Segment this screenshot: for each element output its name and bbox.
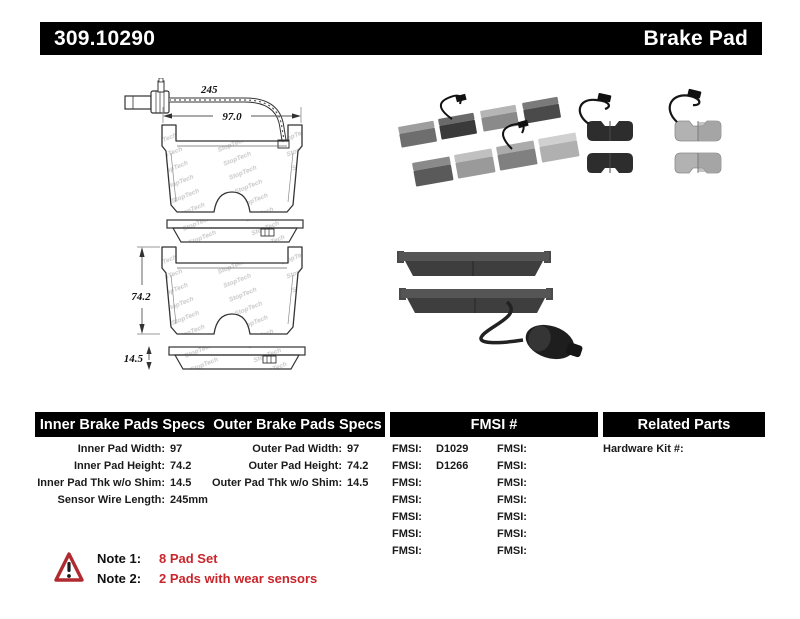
table-row: Outer Pad Height: 74.2 (248, 459, 369, 472)
table-row: FMSI: (392, 544, 422, 557)
table-row: Inner Pad Height: 74.2 (73, 459, 192, 472)
table-header-outer-specs: Outer Brake Pads Specs (213, 416, 382, 433)
pad-set-front-row (412, 132, 580, 186)
page-header-bar (40, 22, 762, 55)
table-row: FMSI: (497, 493, 527, 506)
edge-pad-upper (397, 251, 551, 276)
table-row: FMSI: D1029 (392, 442, 469, 455)
pad-pairs-photo (572, 88, 772, 203)
table-header-pads-specs (35, 412, 385, 437)
table-row: Sensor Wire Length: 245mm (57, 493, 208, 506)
table-header-related-parts: Related Parts (603, 412, 765, 437)
table-row: FMSI: D1266 (392, 459, 469, 472)
width-dimension-label: 97.0 (222, 111, 242, 123)
pad-pair-dark (580, 93, 633, 173)
table-row: Outer Pad Width: 97 (252, 442, 360, 455)
table-row: FMSI: (497, 510, 527, 523)
table-row: FMSI: (497, 527, 527, 540)
pad-set-back-row (398, 97, 561, 148)
table-row: FMSI: (497, 544, 527, 557)
table-row: Hardware Kit #: (603, 442, 684, 455)
table-row: FMSI: (497, 476, 527, 489)
pad-sensor-photo (385, 242, 600, 370)
table-row: FMSI: (392, 493, 422, 506)
thickness-dimension-label: 14.5 (123, 353, 143, 365)
height-dimension-label: 74.2 (131, 291, 151, 303)
table-header-fmsi: FMSI # (390, 412, 598, 437)
table-row: FMSI: (497, 442, 527, 455)
pad-edge-view-lower (169, 347, 305, 369)
part-number: 309.10290 (54, 26, 156, 50)
pad-pair-light (670, 89, 721, 173)
related-parts-column (603, 440, 765, 457)
note-2: Note 2: 2 Pads with wear sensors (97, 571, 318, 586)
brake-pad-technical-drawing (55, 78, 320, 378)
note-1: Note 1: 8 Pad Set (97, 551, 218, 566)
table-row: FMSI: (497, 459, 527, 472)
pad-front-view-top (162, 125, 302, 212)
outer-specs-column (212, 440, 392, 491)
table-row: FMSI: (392, 476, 422, 489)
inner-specs-column (35, 440, 215, 508)
table-row: FMSI: (392, 527, 422, 540)
page-title: Brake Pad (643, 26, 748, 50)
table-row: Outer Pad Thk w/o Shim: 14.5 (212, 476, 369, 489)
pad-edge-view-upper (167, 220, 303, 242)
sensor-connector-drawing (125, 78, 169, 113)
sensor-plug (521, 319, 586, 367)
table-row: Inner Pad Thk w/o Shim: 14.5 (37, 476, 192, 489)
table-row: FMSI: (392, 510, 422, 523)
wire-length-dimension-label: 245 (201, 84, 218, 96)
fmsi-column-1 (392, 440, 492, 559)
edge-pad-lower (399, 288, 553, 313)
thickness-dimension (146, 346, 151, 370)
table-header-inner-specs: Inner Brake Pads Specs (39, 416, 206, 433)
pad-front-view-bottom (162, 247, 302, 334)
table-row: Inner Pad Width: 97 (77, 442, 183, 455)
fmsi-column-2 (497, 440, 597, 559)
warning-icon (54, 551, 84, 583)
pad-set-photo (390, 85, 585, 205)
